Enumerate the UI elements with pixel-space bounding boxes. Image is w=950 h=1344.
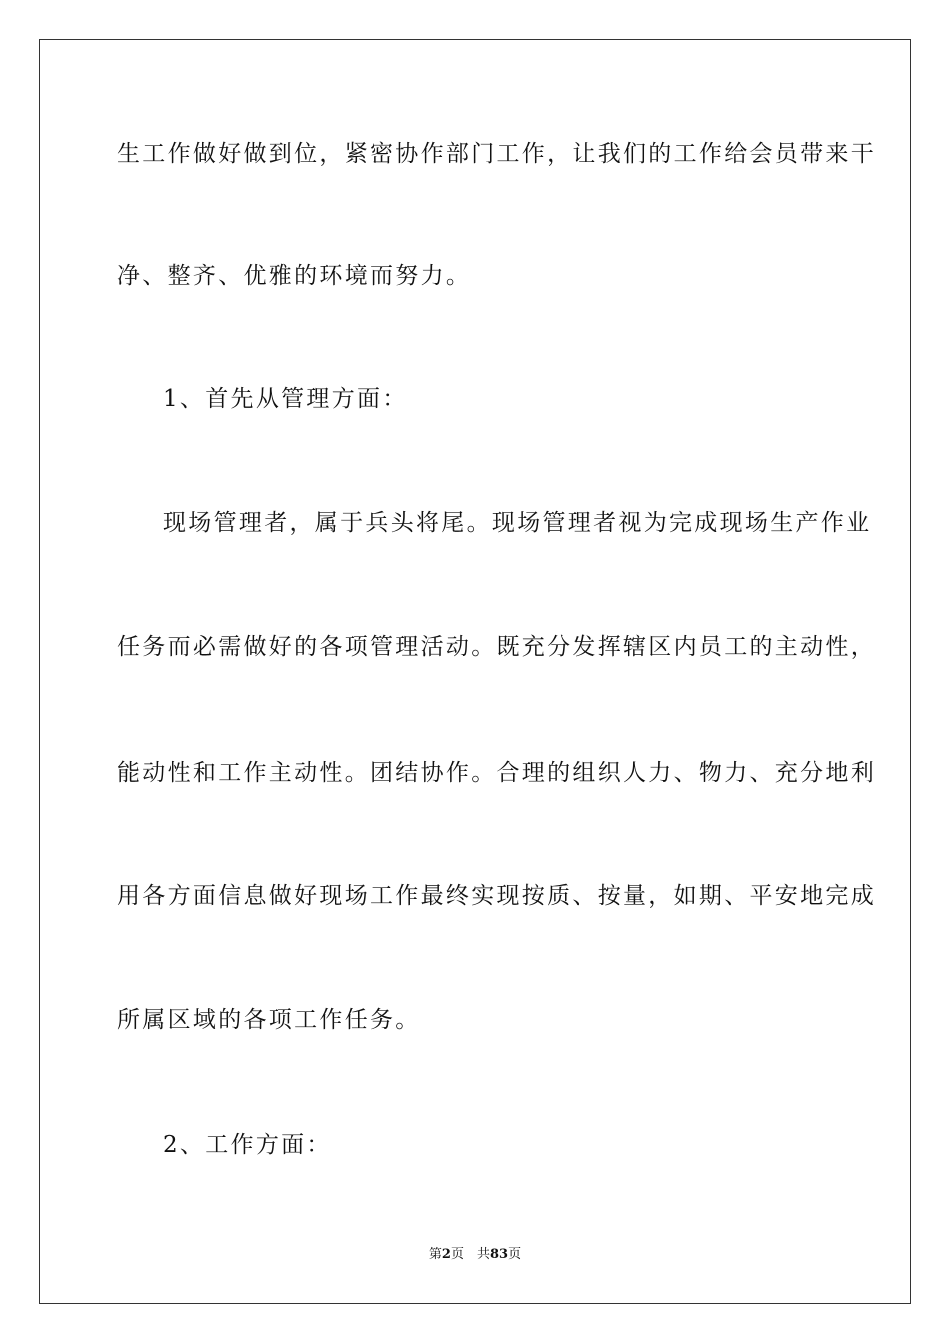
body-text-line-2: 净、整齐、优雅的环境而努力。 (117, 263, 472, 289)
body-text-line-5: 能动性和工作主动性。团结协作。合理的组织人力、物力、充分地利 (117, 760, 876, 786)
body-text-line-1: 生工作做好做到位，紧密协作部门工作，让我们的工作给会员带来干 (117, 141, 876, 167)
page-footer (0, 1246, 950, 1264)
section-heading-2: 2、工作方面： (163, 1132, 332, 1158)
body-text-line-6: 用各方面信息做好现场工作最终实现按质、按量，如期、平安地完成 (117, 883, 876, 909)
body-text-line-4: 任务而必需做好的各项管理活动。既充分发挥辖区内员工的主动性， (117, 634, 876, 660)
footer-total-pages: 83 (489, 1247, 509, 1262)
body-text-line-7: 所属区域的各项工作任务。 (117, 1007, 421, 1033)
section-heading-1: 1、首先从管理方面： (163, 386, 408, 412)
footer-suffix: 页 (508, 1247, 522, 1262)
footer-page-number: 2 (441, 1247, 451, 1262)
body-text-line-3: 现场管理者，属于兵头将尾。现场管理者视为完成现场生产作业 (163, 510, 872, 536)
footer-prefix: 第 (428, 1247, 442, 1262)
footer-middle: 页 共 (450, 1247, 490, 1262)
page-border (39, 39, 911, 1304)
